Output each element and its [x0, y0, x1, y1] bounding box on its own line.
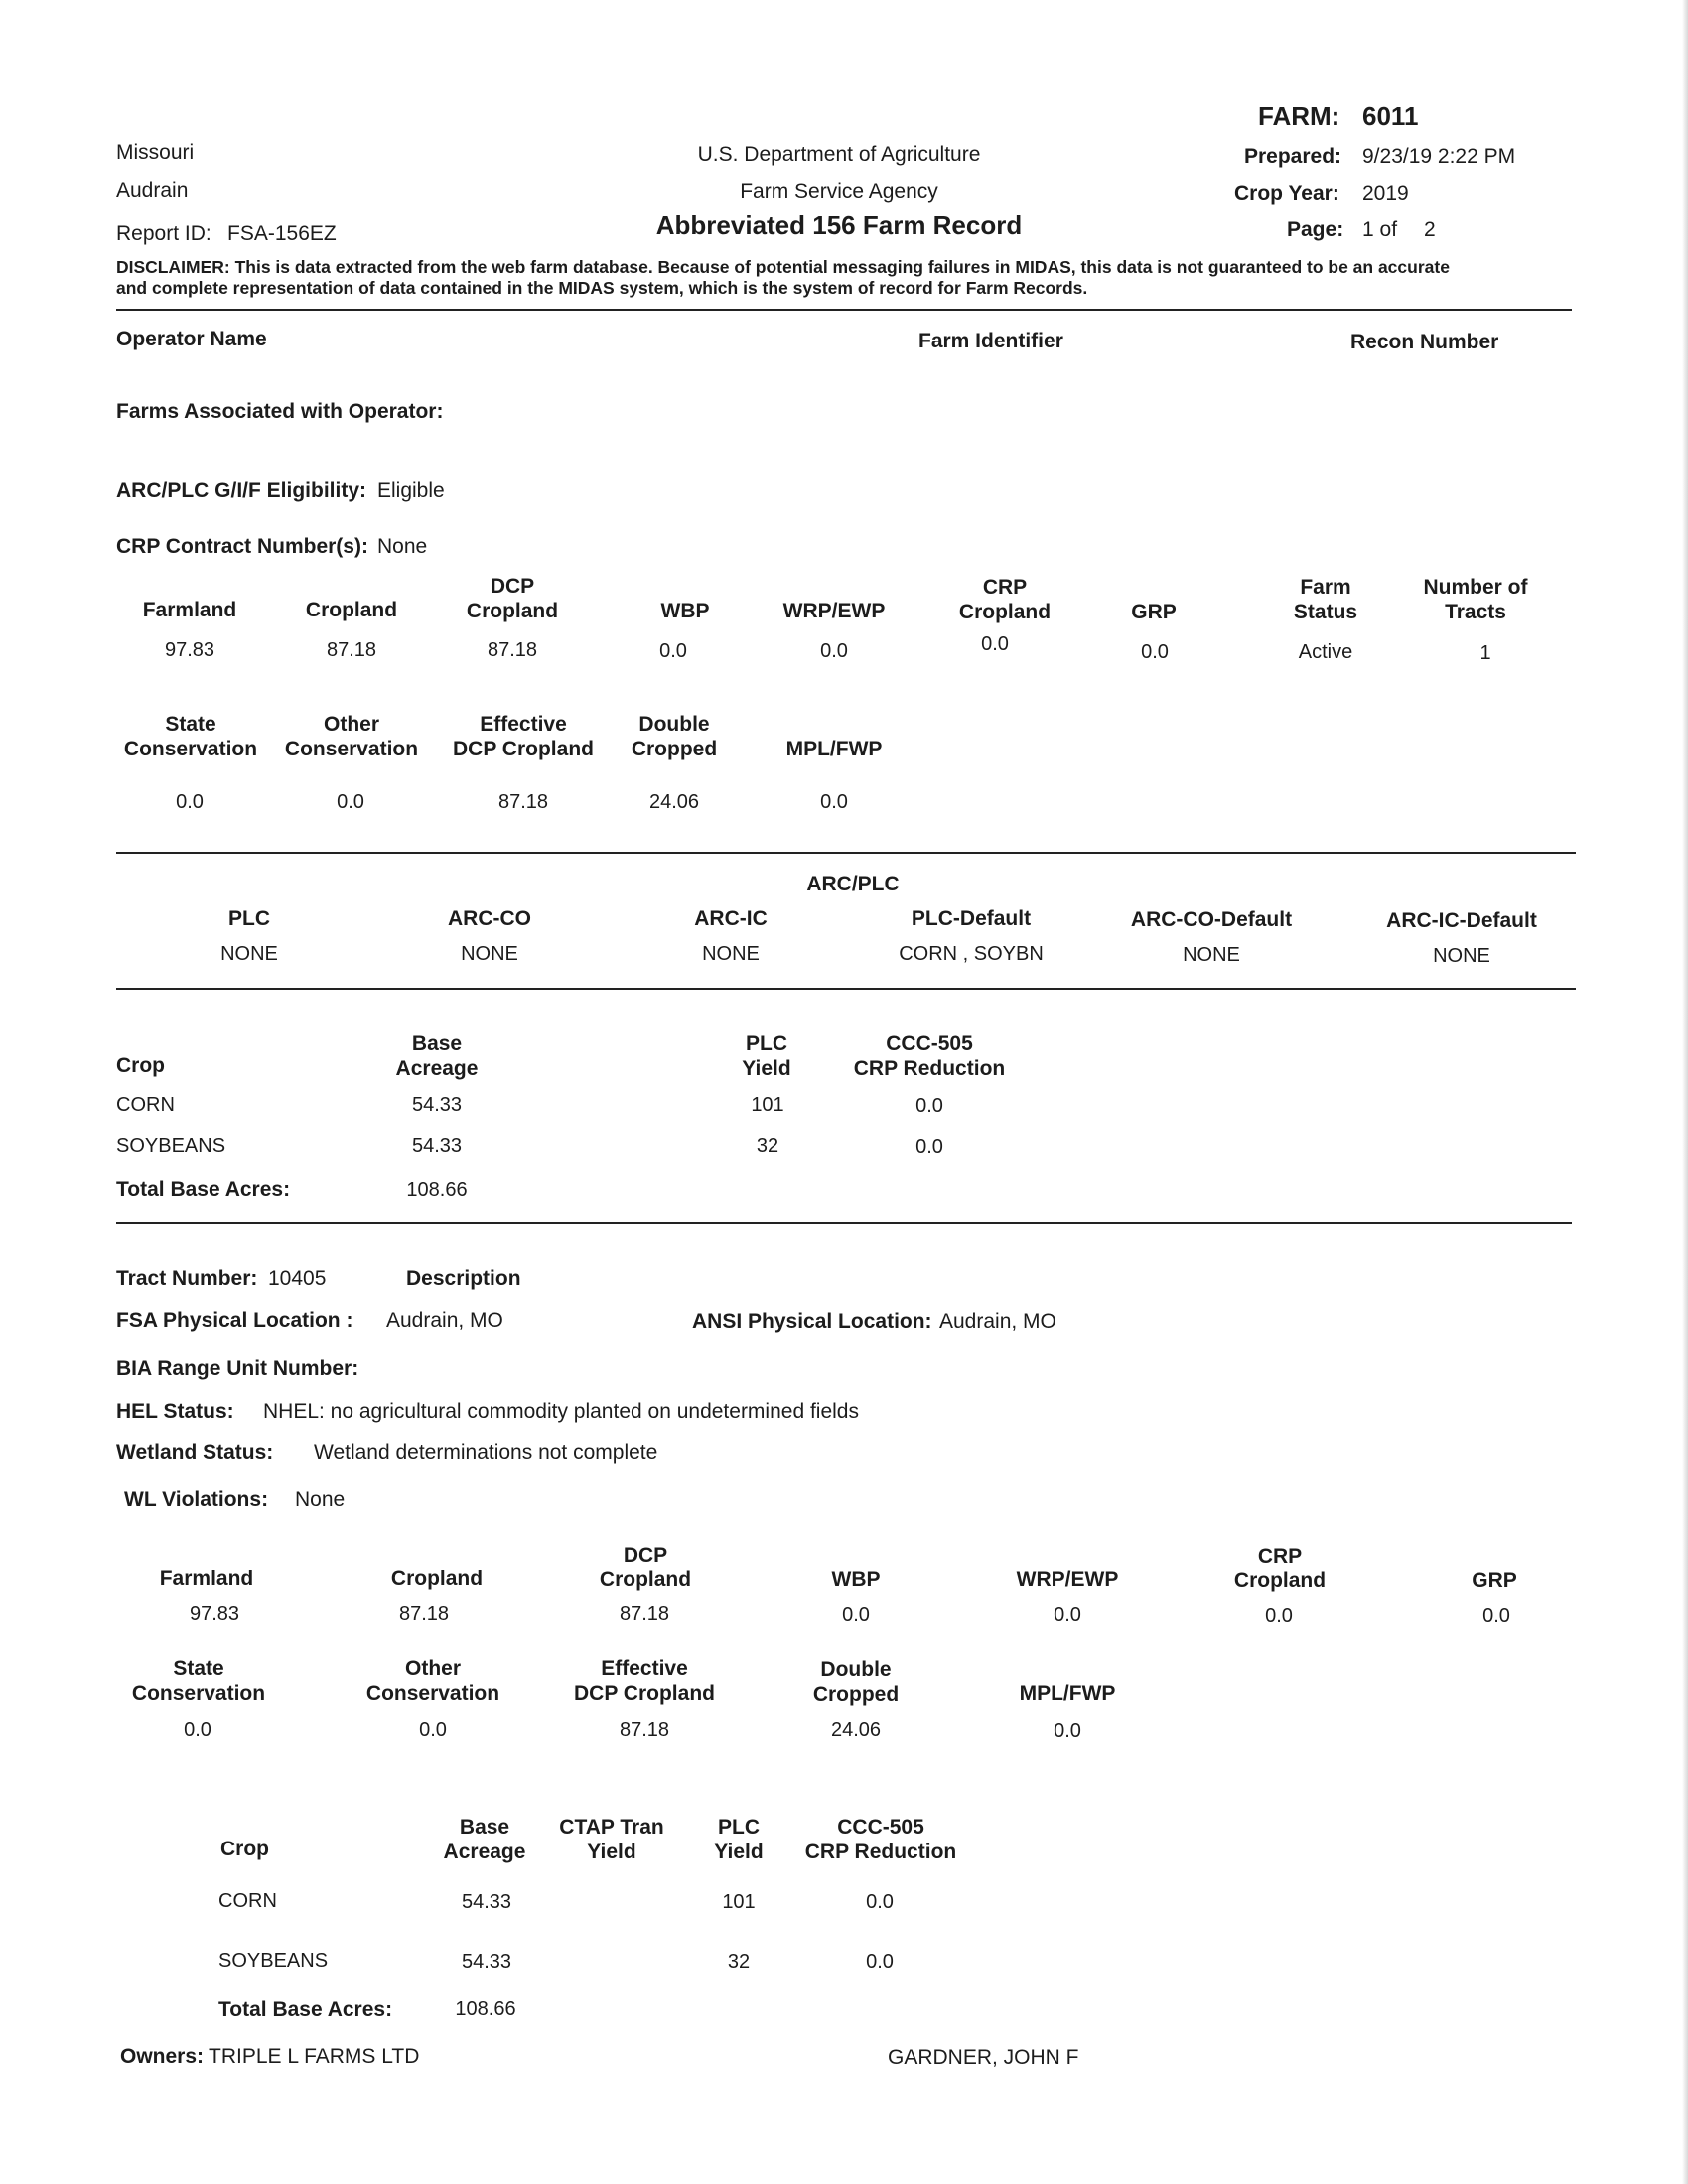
double-cropped-header: Double Cropped — [812, 1658, 900, 1706]
fsa-location-value: Audrain, MO — [386, 1309, 503, 1332]
disclaimer-line-2: and complete representation of data contained in the MIDAS system, which is the system of record for Farm Records. — [116, 278, 1088, 298]
table-row-plc-yield: 101 — [722, 1891, 756, 1913]
other-conservation-header: Other Conservation — [284, 713, 419, 760]
mpl-fwp-value: 0.0 — [1054, 1720, 1081, 1742]
effective-dcp-cropland-header: Effective DCP Cropland — [453, 713, 594, 760]
hel-status-label: HEL Status: — [116, 1400, 234, 1423]
double-cropped-header: Double Cropped — [631, 713, 718, 760]
table-row-crop: SOYBEANS — [116, 1135, 226, 1157]
effective-dcp-cropland-value: 87.18 — [497, 791, 549, 813]
report-id-label: Report ID: — [116, 222, 211, 245]
wbp-value: 0.0 — [659, 640, 687, 662]
table-row-crop: CORN — [116, 1094, 175, 1116]
arc-plc-title: ARC/PLC — [806, 873, 900, 895]
crop-year-label: Crop Year: — [1234, 182, 1339, 205]
tract-number-value: 10405 — [268, 1267, 327, 1290]
mpl-fwp-value: 0.0 — [820, 791, 848, 813]
hel-status-value: NHEL: no agricultural commodity planted on undetermined fields — [263, 1400, 859, 1423]
arc-ic-header: ARC-IC — [694, 907, 768, 930]
owner-name: TRIPLE L FARMS LTD — [209, 2045, 420, 2068]
wl-violations-value: None — [295, 1488, 346, 1511]
tract-number-label: Tract Number: — [116, 1267, 258, 1290]
number-of-tracts-header: Number of Tracts — [1423, 576, 1528, 623]
effective-dcp-cropland-value: 87.18 — [619, 1719, 670, 1741]
crp-cropland-header: CRP Cropland — [958, 576, 1052, 623]
number-of-tracts-value: 1 — [1479, 642, 1491, 664]
grp-header: GRP — [1472, 1570, 1517, 1592]
farm-number: 6011 — [1362, 101, 1419, 131]
eligibility-label: ARC/PLC G/I/F Eligibility: — [116, 479, 366, 502]
table-row-base-acreage: 54.33 — [411, 1094, 463, 1116]
farmland-value: 97.83 — [189, 1603, 240, 1625]
plc-header: PLC — [228, 907, 270, 930]
other-conservation-value: 0.0 — [337, 791, 364, 813]
farm-identifier-label: Farm Identifier — [918, 330, 1063, 352]
farmland-header: Farmland — [159, 1568, 254, 1590]
crp-contract-label: CRP Contract Number(s): — [116, 535, 368, 558]
farmland-header: Farmland — [142, 599, 237, 621]
owner-name: GARDNER, JOHN F — [888, 2046, 1079, 2069]
plc-yield-column-header: PLC Yield — [742, 1032, 791, 1080]
fsa-location-label: FSA Physical Location : — [116, 1309, 353, 1332]
total-base-acres-value: 108.66 — [406, 1179, 468, 1201]
total-base-acres-label: Total Base Acres: — [116, 1178, 291, 1201]
base-acreage-column-header: Base Acreage — [395, 1032, 479, 1080]
crop-year-value: 2019 — [1362, 182, 1409, 205]
dcp-cropland-header: DCP Cropland — [599, 1544, 692, 1591]
arc-co-default-value: NONE — [1183, 944, 1240, 966]
table-row-crop: SOYBEANS — [218, 1950, 329, 1972]
state-conservation-header: State Conservation — [123, 713, 258, 760]
table-row-ccc-505: 0.0 — [866, 1951, 894, 1973]
page-total: 2 — [1424, 218, 1436, 241]
cropland-header: Cropland — [390, 1568, 484, 1590]
operator-name-label: Operator Name — [116, 328, 267, 350]
ctap-tran-yield-column-header: CTAP Tran Yield — [559, 1816, 664, 1863]
agency-department: U.S. Department of Agriculture — [697, 143, 981, 166]
wbp-value: 0.0 — [842, 1604, 870, 1626]
cropland-value: 87.18 — [398, 1603, 450, 1625]
table-row-ccc-505: 0.0 — [915, 1136, 943, 1158]
description-label: Description — [406, 1267, 521, 1290]
ansi-location-label: ANSI Physical Location: — [692, 1310, 932, 1333]
table-row-plc-yield: 32 — [727, 1951, 751, 1973]
dcp-cropland-header: DCP Cropland — [466, 575, 559, 622]
crp-cropland-value: 0.0 — [1265, 1605, 1293, 1627]
farms-associated-label: Farms Associated with Operator: — [116, 400, 444, 423]
wbp-header: WBP — [660, 600, 710, 622]
effective-dcp-cropland-header: Effective DCP Cropland — [574, 1657, 715, 1705]
bia-range-label: BIA Range Unit Number: — [116, 1357, 359, 1380]
wl-violations-label: WL Violations: — [124, 1488, 269, 1511]
state-conservation-header: State Conservation — [131, 1657, 266, 1705]
crp-cropland-header: CRP Cropland — [1233, 1545, 1327, 1592]
page-value: 1 of — [1362, 218, 1398, 241]
report-id-value: FSA-156EZ — [227, 222, 337, 245]
divider — [116, 1222, 1572, 1224]
report-title: Abbreviated 156 Farm Record — [655, 210, 1023, 240]
arc-co-value: NONE — [461, 943, 518, 965]
cropland-value: 87.18 — [326, 639, 377, 661]
table-row-ccc-505: 0.0 — [915, 1095, 943, 1117]
wrp-ewp-header: WRP/EWP — [1016, 1569, 1119, 1591]
arc-ic-value: NONE — [702, 943, 760, 965]
table-row-base-acreage: 54.33 — [411, 1135, 463, 1157]
grp-value: 0.0 — [1482, 1605, 1510, 1627]
farm-status-header: Farm Status — [1293, 576, 1358, 623]
double-cropped-value: 24.06 — [830, 1719, 882, 1741]
farm-label: FARM: — [1258, 101, 1340, 131]
grp-value: 0.0 — [1141, 641, 1169, 663]
ansi-location-value: Audrain, MO — [939, 1310, 1056, 1333]
crop-column-header: Crop — [220, 1838, 269, 1860]
page-label: Page: — [1287, 218, 1344, 241]
owners-label: Owners: — [120, 2045, 205, 2068]
disclaimer-line-1: DISCLAIMER: This is data extracted from the web farm database. Because of potential messaging failures in MIDAS, this data is not guaranteed to be an accurate — [116, 257, 1450, 277]
base-acreage-column-header: Base Acreage — [443, 1816, 526, 1863]
farmland-value: 97.83 — [164, 639, 215, 661]
ccc-505-column-header: CCC-505 CRP Reduction — [853, 1032, 1006, 1080]
other-conservation-value: 0.0 — [419, 1719, 447, 1741]
table-row-plc-yield: 32 — [756, 1135, 779, 1157]
wbp-header: WBP — [831, 1569, 881, 1591]
wetland-status-label: Wetland Status: — [116, 1441, 274, 1464]
dcp-cropland-value: 87.18 — [487, 639, 538, 661]
state-conservation-value: 0.0 — [176, 791, 204, 813]
wrp-ewp-header: WRP/EWP — [782, 600, 886, 622]
scan-edge-shadow — [1682, 0, 1688, 2184]
total-base-acres-label: Total Base Acres: — [218, 1998, 393, 2021]
prepared-value: 9/23/19 2:22 PM — [1362, 145, 1516, 168]
plc-value: NONE — [220, 943, 278, 965]
county-name: Audrain — [116, 179, 189, 202]
farm-status-value: Active — [1298, 641, 1353, 663]
arc-ic-default-header: ARC-IC-Default — [1386, 909, 1537, 932]
agency-name: Farm Service Agency — [740, 180, 938, 203]
prepared-label: Prepared: — [1244, 145, 1342, 168]
eligibility-value: Eligible — [377, 479, 445, 502]
wrp-ewp-value: 0.0 — [820, 640, 848, 662]
ccc-505-column-header: CCC-505 CRP Reduction — [804, 1816, 957, 1863]
grp-header: GRP — [1131, 601, 1177, 623]
table-row-crop: CORN — [218, 1890, 277, 1912]
divider — [116, 852, 1576, 854]
table-row-base-acreage: 54.33 — [461, 1951, 512, 1973]
double-cropped-value: 24.06 — [648, 791, 700, 813]
arc-ic-default-value: NONE — [1433, 945, 1490, 967]
mpl-fwp-header: MPL/FWP — [1019, 1682, 1116, 1705]
other-conservation-header: Other Conservation — [365, 1657, 500, 1705]
state-conservation-value: 0.0 — [184, 1719, 211, 1741]
plc-yield-column-header: PLC Yield — [714, 1816, 764, 1863]
cropland-header: Cropland — [305, 599, 398, 621]
crp-cropland-value: 0.0 — [981, 633, 1009, 655]
divider — [116, 309, 1572, 311]
state-name: Missouri — [116, 141, 195, 164]
arc-co-default-header: ARC-CO-Default — [1130, 908, 1293, 931]
crop-column-header: Crop — [116, 1054, 165, 1077]
dcp-cropland-value: 87.18 — [619, 1603, 670, 1625]
table-row-plc-yield: 101 — [751, 1094, 784, 1116]
crp-contract-value: None — [377, 535, 428, 558]
divider — [116, 988, 1576, 990]
recon-number-label: Recon Number — [1350, 331, 1499, 353]
wrp-ewp-value: 0.0 — [1054, 1604, 1081, 1626]
mpl-fwp-header: MPL/FWP — [785, 738, 883, 760]
plc-default-header: PLC-Default — [911, 907, 1032, 930]
arc-co-header: ARC-CO — [448, 907, 531, 930]
wetland-status-value: Wetland determinations not complete — [314, 1441, 658, 1464]
table-row-ccc-505: 0.0 — [866, 1891, 894, 1913]
total-base-acres-value: 108.66 — [455, 1998, 516, 2020]
plc-default-value: CORN , SOYBN — [899, 943, 1044, 965]
table-row-base-acreage: 54.33 — [461, 1891, 512, 1913]
